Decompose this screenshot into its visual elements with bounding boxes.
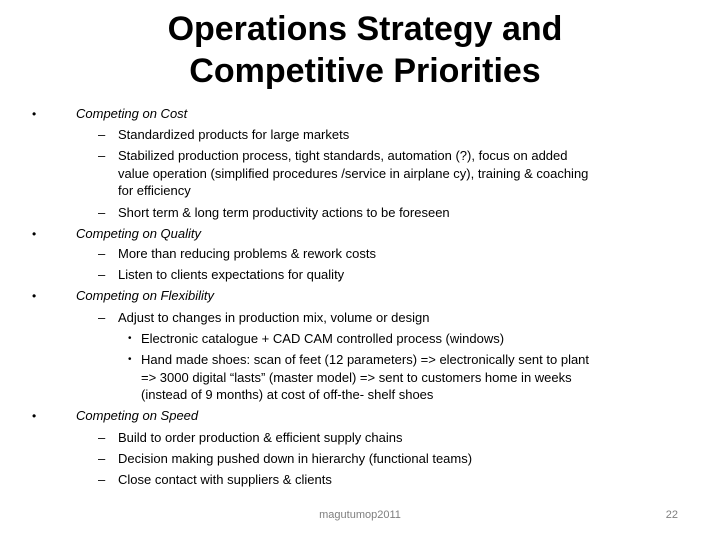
- title-line-2: Competitive Priorities: [189, 52, 541, 90]
- dash-icon: –: [98, 310, 106, 325]
- list-item: Standardized products for large markets: [118, 127, 350, 142]
- list-item-continuation: for efficiency: [118, 183, 191, 198]
- section-heading-quality: Competing on Quality: [76, 226, 202, 241]
- footer-author: magutumop2011: [319, 509, 401, 521]
- dash-icon: –: [98, 451, 106, 466]
- dash-icon: –: [98, 148, 106, 163]
- list-item-continuation: value operation (simplified procedures /service in airplane cy), training & coaching: [118, 166, 589, 181]
- title-line-1: Operations Strategy and: [167, 10, 563, 48]
- dash-icon: –: [98, 127, 106, 142]
- page-number: 22: [665, 509, 678, 521]
- dash-icon: –: [98, 205, 106, 220]
- section-heading-speed: Competing on Speed: [76, 408, 199, 423]
- section-heading-flexibility: Competing on Flexibility: [76, 288, 215, 303]
- bullet-icon: •: [32, 107, 37, 121]
- dash-icon: –: [98, 246, 106, 261]
- bullet-icon: •: [32, 227, 37, 241]
- dash-icon: –: [98, 472, 106, 487]
- bullet-icon: •: [32, 289, 37, 303]
- section-heading-cost: Competing on Cost: [76, 106, 188, 121]
- sub-bullet-icon: •: [128, 354, 132, 365]
- sub-list-item: Electronic catalogue + CAD CAM controlled process (windows): [141, 331, 505, 346]
- list-item: Short term & long term productivity actions to be foreseen: [118, 205, 450, 220]
- list-item: Close contact with suppliers & clients: [118, 472, 332, 487]
- dash-icon: –: [98, 267, 106, 282]
- dash-icon: –: [98, 430, 106, 445]
- list-item: Decision making pushed down in hierarchy (functional teams): [118, 451, 473, 466]
- sub-list-item: Hand made shoes: scan of feet (12 parameters) => electronically sent to plant: [141, 352, 590, 367]
- sub-list-item-continuation: => 3000 digital “lasts” (master model) => sent to customers home in weeks: [141, 370, 572, 385]
- list-item: Listen to clients expectations for quality: [118, 267, 345, 282]
- list-item: Stabilized production process, tight standards, automation (?), focus on added: [118, 148, 568, 163]
- sub-bullet-icon: •: [128, 333, 132, 344]
- sub-list-item-continuation: (instead of 9 months) at cost of off-the- shelf shoes: [141, 387, 434, 402]
- list-item: More than reducing problems & rework costs: [118, 246, 376, 261]
- list-item: Build to order production & efficient supply chains: [118, 430, 403, 445]
- bullet-icon: •: [32, 409, 37, 423]
- list-item: Adjust to changes in production mix, volume or design: [118, 310, 430, 325]
